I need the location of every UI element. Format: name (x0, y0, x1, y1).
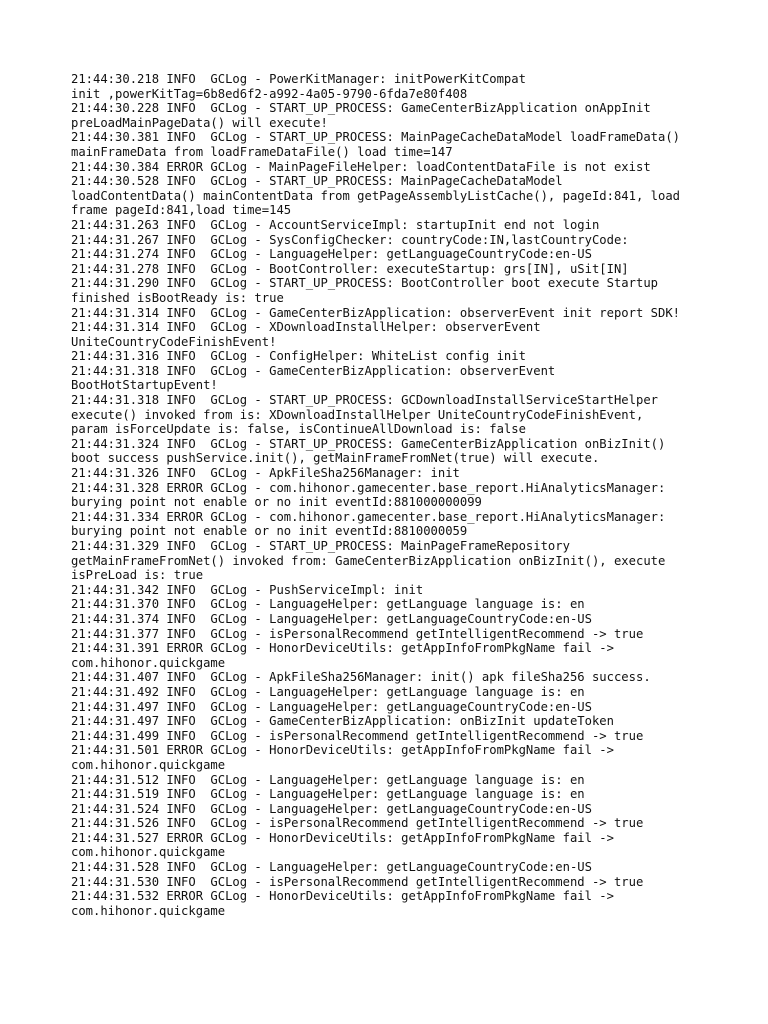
log-line: 21:44:30.381 INFO GCLog - START_UP_PROCESS: MainPageCacheDataModel loadFrameData() (71, 130, 681, 145)
log-line: 21:44:31.318 INFO GCLog - START_UP_PROCESS: GCDownloadInstallServiceStartHelper (71, 393, 658, 408)
log-line: com.hihonor.quickgame (71, 903, 226, 918)
log-line: 21:44:31.274 INFO GCLog - LanguageHelper: getLanguageCountryCode:en-US (71, 247, 592, 262)
log-line: 21:44:31.492 INFO GCLog - LanguageHelper: getLanguage language is: en (71, 684, 585, 699)
log-line: 21:44:31.499 INFO GCLog - isPersonalRecommend getIntelligentRecommend -> true (71, 728, 644, 743)
log-line: 21:44:31.263 INFO GCLog - AccountServiceImpl: startupInit end not login (71, 217, 600, 232)
log-line: burying point not enable or no init eventId:881000000099 (71, 495, 482, 510)
log-line: mainFrameData from loadFrameDataFile() load time=147 (71, 144, 453, 159)
log-line: isPreLoad is: true (71, 568, 204, 583)
log-line: 21:44:31.497 INFO GCLog - LanguageHelper: getLanguageCountryCode:en-US (71, 699, 592, 714)
log-line: boot success pushService.init(), getMainFrameFromNet(true) will execute. (71, 451, 600, 466)
log-line: init ,powerKitTag=6b8ed6f2-a992-4a05-9790-6fda7e80f408 (71, 86, 468, 101)
log-line: preLoadMainPageData() will execute! (71, 115, 328, 130)
log-line: 21:44:31.326 INFO GCLog - ApkFileSha256Manager: init (71, 466, 460, 481)
log-line: frame pageId:841,load time=145 (71, 203, 292, 218)
log-line: 21:44:31.530 INFO GCLog - isPersonalRecommend getIntelligentRecommend -> true (71, 874, 644, 889)
log-line: com.hihonor.quickgame (71, 757, 226, 772)
log-line: 21:44:30.218 INFO GCLog - PowerKitManager: initPowerKitCompat (71, 72, 526, 86)
log-line: 21:44:30.228 INFO GCLog - START_UP_PROCESS: GameCenterBizApplication onAppInit (71, 101, 651, 116)
log-line: 21:44:31.519 INFO GCLog - LanguageHelper: getLanguage language is: en (71, 787, 585, 802)
log-line: 21:44:31.391 ERROR GCLog - HonorDeviceUtils: getAppInfoFromPkgName fail -> (71, 641, 614, 656)
log-line: 21:44:31.278 INFO GCLog - BootController: executeStartup: grs[IN], uSit[IN] (71, 261, 629, 276)
log-line: 21:44:31.290 INFO GCLog - START_UP_PROCESS: BootController boot execute Startup (71, 276, 658, 291)
log-line: 21:44:31.334 ERROR GCLog - com.hihonor.gamecenter.base_report.HiAnalyticsManager: (71, 509, 666, 524)
log-line: param isForceUpdate is: false, isContinueAllDownload is: false (71, 422, 526, 437)
log-line: 21:44:31.370 INFO GCLog - LanguageHelper: getLanguage language is: en (71, 597, 585, 612)
log-line: 21:44:31.374 INFO GCLog - LanguageHelper: getLanguageCountryCode:en-US (71, 611, 592, 626)
log-line: 21:44:31.497 INFO GCLog - GameCenterBizApplication: onBizInit updateToken (71, 714, 614, 729)
log-line: getMainFrameFromNet() invoked from: GameCenterBizApplication onBizInit(), execute (71, 553, 666, 568)
log-line: loadContentData() mainContentData from getPageAssemblyListCache(), pageId:841, load (71, 188, 681, 203)
log-line: com.hihonor.quickgame (71, 655, 226, 670)
log-line: 21:44:31.314 INFO GCLog - XDownloadInstallHelper: observerEvent (71, 320, 541, 335)
log-line: 21:44:31.407 INFO GCLog - ApkFileSha256Manager: init() apk fileSha256 success. (71, 670, 651, 685)
log-line: 21:44:31.524 INFO GCLog - LanguageHelper: getLanguageCountryCode:en-US (71, 801, 592, 816)
log-line: 21:44:30.528 INFO GCLog - START_UP_PROCESS: MainPageCacheDataModel (71, 174, 563, 189)
log-line: 21:44:31.526 INFO GCLog - isPersonalRecommend getIntelligentRecommend -> true (71, 816, 644, 831)
log-line: execute() invoked from is: XDownloadInstallHelper UniteCountryCodeFinishEvent, (71, 407, 644, 422)
log-line: 21:44:31.314 INFO GCLog - GameCenterBizApplication: observerEvent init report SDK! (71, 305, 681, 320)
log-line: 21:44:31.512 INFO GCLog - LanguageHelper: getLanguage language is: en (71, 772, 585, 787)
log-line: 21:44:31.328 ERROR GCLog - com.hihonor.gamecenter.base_report.HiAnalyticsManager: (71, 480, 666, 495)
log-line: 21:44:31.342 INFO GCLog - PushServiceImpl: init (71, 582, 424, 597)
log-line: 21:44:31.329 INFO GCLog - START_UP_PROCESS: MainPageFrameRepository (71, 539, 570, 553)
log-line: BootHotStartupEvent! (71, 378, 218, 393)
log-line: 21:44:31.532 ERROR GCLog - HonorDeviceUtils: getAppInfoFromPkgName fail -> (71, 889, 614, 904)
log-line: 21:44:31.528 INFO GCLog - LanguageHelper: getLanguageCountryCode:en-US (71, 860, 592, 875)
log-line: 21:44:31.377 INFO GCLog - isPersonalRecommend getIntelligentRecommend -> true (71, 626, 644, 641)
log-line: UniteCountryCodeFinishEvent! (71, 334, 277, 349)
log-line: 21:44:31.324 INFO GCLog - START_UP_PROCESS: GameCenterBizApplication onBizInit() (71, 436, 666, 451)
log-document (71, 72, 711, 918)
log-line: 21:44:31.318 INFO GCLog - GameCenterBizApplication: observerEvent (71, 363, 556, 378)
log-line: 21:44:31.316 INFO GCLog - ConfigHelper: WhiteList config init (71, 349, 526, 364)
log-line: 21:44:30.384 ERROR GCLog - MainPageFileHelper: loadContentDataFile is not exist (71, 159, 651, 174)
log-line: finished isBootReady is: true (71, 290, 284, 305)
log-line: 21:44:31.527 ERROR GCLog - HonorDeviceUtils: getAppInfoFromPkgName fail -> (71, 830, 614, 845)
log-line: 21:44:31.501 ERROR GCLog - HonorDeviceUtils: getAppInfoFromPkgName fail -> (71, 743, 614, 758)
log-line: com.hihonor.quickgame (71, 845, 226, 860)
log-line: burying point not enable or no init eventId:8810000059 (71, 524, 468, 539)
log-line: 21:44:31.267 INFO GCLog - SysConfigChecker: countryCode:IN,lastCountryCode: (71, 232, 629, 247)
